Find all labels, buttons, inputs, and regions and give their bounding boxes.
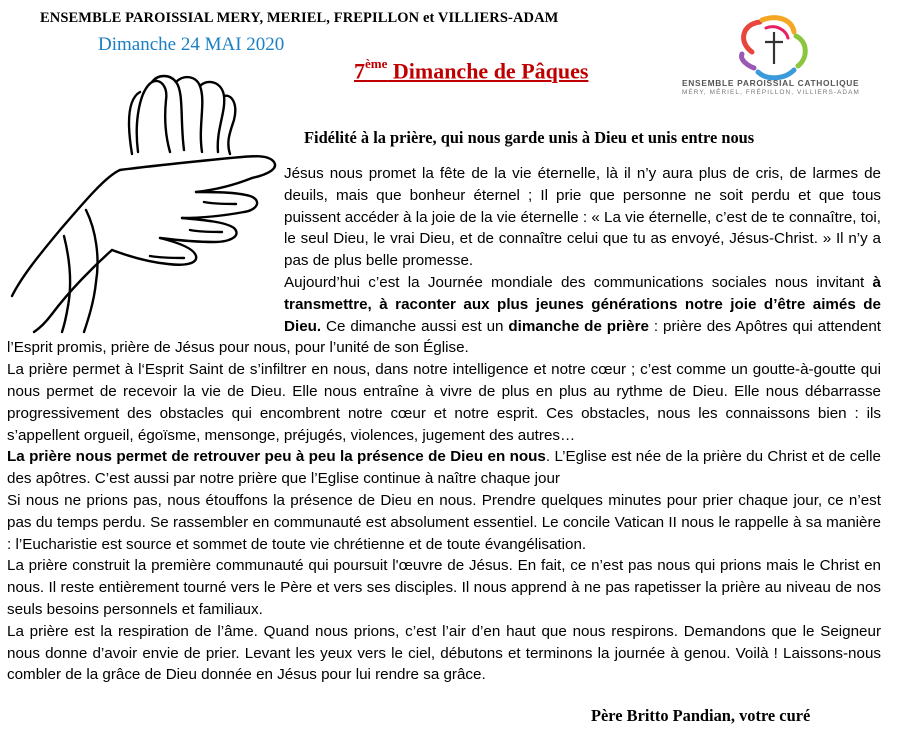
feast-name: Dimanche de Pâques [387,58,589,84]
paragraph-6: La prière construit la première communauté qui poursuit l'œuvre de Jésus. En fait, ce n’est pas nous qui prions mais le Christ en nous. Il reste entièrement tourné vers le Père et vers ses disciples. Il nous apprend à ne pas rapetisser la prière au niveau de nos seuls besoins personnels et familiaux. [7,557,881,618]
date-line: Dimanche 24 MAI 2020 [98,34,285,55]
logo-places: MÉRY, MÉRIEL, FRÉPILLON, VILLIERS-ADAM [682,89,860,96]
paragraph-4-bold: La prière nous permet de retrouver peu à peu la présence de Dieu en nous [7,448,546,466]
signature: Père Britto Pandian, votre curé [591,706,811,725]
illustration-space [7,163,284,337]
paragraph-4 [7,446,881,490]
paragraph-2-bold-2: dimanche de prière [508,317,649,335]
paragraph-7: La prière est la respiration de l’âme. Quand nous prions, c’est l’air d’en haut que nous respirons. Demandons que le Seigneur nous donne d’avoir envie de prier. Levant les yeux vers le ciel, débutons et terminons la journée à genou. Voilà ! Laissons-nous combler de la grâce de Dieu donnée en Jésus pour lui rendre sa grâce. [7,622,881,684]
paragraph-2-a: Aujourd’hui c’est la Journée mondiale des communications sociales nous invitant [284,273,873,291]
parish-logo-icon [680,12,875,112]
paragraph-5: Si nous ne prions pas, nous étouffons la présence de Dieu en nous. Prendre quelques minutes pour prier chaque jour, ce n’est pas du temps perdu. Se rassembler en communauté est absolument essentiel. Le concile Vatican II nous le rappelle à sa manière : l’Eucharistie est source et sommet de toute vie chrétienne et de toute évangélisation. [7,491,881,553]
feast-title [354,58,588,84]
parish-header: ENSEMBLE PAROISSIAL MERY, MERIEL, FREPILLON et VILLIERS-ADAM [40,10,559,26]
body-text [7,163,881,686]
paragraph-3: La prière permet à l‘Esprit Saint de s’infiltrer en nous, dans notre intelligence et notre cœur ; c’est comme un goutte-à-goutte qui nous permet de recevoir la vie de Dieu. Elle nous entraîne à vivre de plus en plus au rythme de Dieu. Elle nous débarrasse progressivement des obstacles qui encombrent notre cœur et notre esprit. Ces obstacles, nous les connaissons bien : ils s’appellent orgueil, égoïsme, mensonge, préjugés, violences, jugement des autres… [7,361,881,444]
feast-superscript: ème [365,56,388,71]
paragraph-4-rest: . L’Eglise est née de la prière du Christ et de celle des apôtres. C’est aussi par notre prière que l’Eglise continue à naître chaque jour [7,448,881,488]
logo-name: ENSEMBLE PAROISSIAL CATHOLIQUE [682,78,860,88]
paragraph-2-b: Ce dimanche aussi est un [321,317,509,335]
paragraph-2-c: : prière des Apôtres qui attendent l’Esprit promis, prière de Jésus pour nous, pour l’unité de son Église. [7,317,881,357]
paragraph-2-bold-1: à transmettre, à raconter aux plus jeunes générations notre joie d’être aimés de Dieu. [284,273,881,335]
paragraph-1: Jésus nous promet la fête de la vie éternelle, là il n’y aura plus de cris, de larmes de deuils, mais que bonheur éternel ; Il prie que personne ne soit perdu et que tous puissent accéder à la joie de la vie éternelle : « La vie éternelle, c’est de te connaître, toi, le seul Dieu, le vrai Dieu, et de connaître celui que tu as envoyé, Jésus-Christ. » Il n’y a pas de plus belle promesse. [284,165,881,270]
subtitle: Fidélité à la prière, qui nous garde unis à Dieu et unis entre nous [304,128,755,147]
feast-number: 7 [354,58,365,84]
